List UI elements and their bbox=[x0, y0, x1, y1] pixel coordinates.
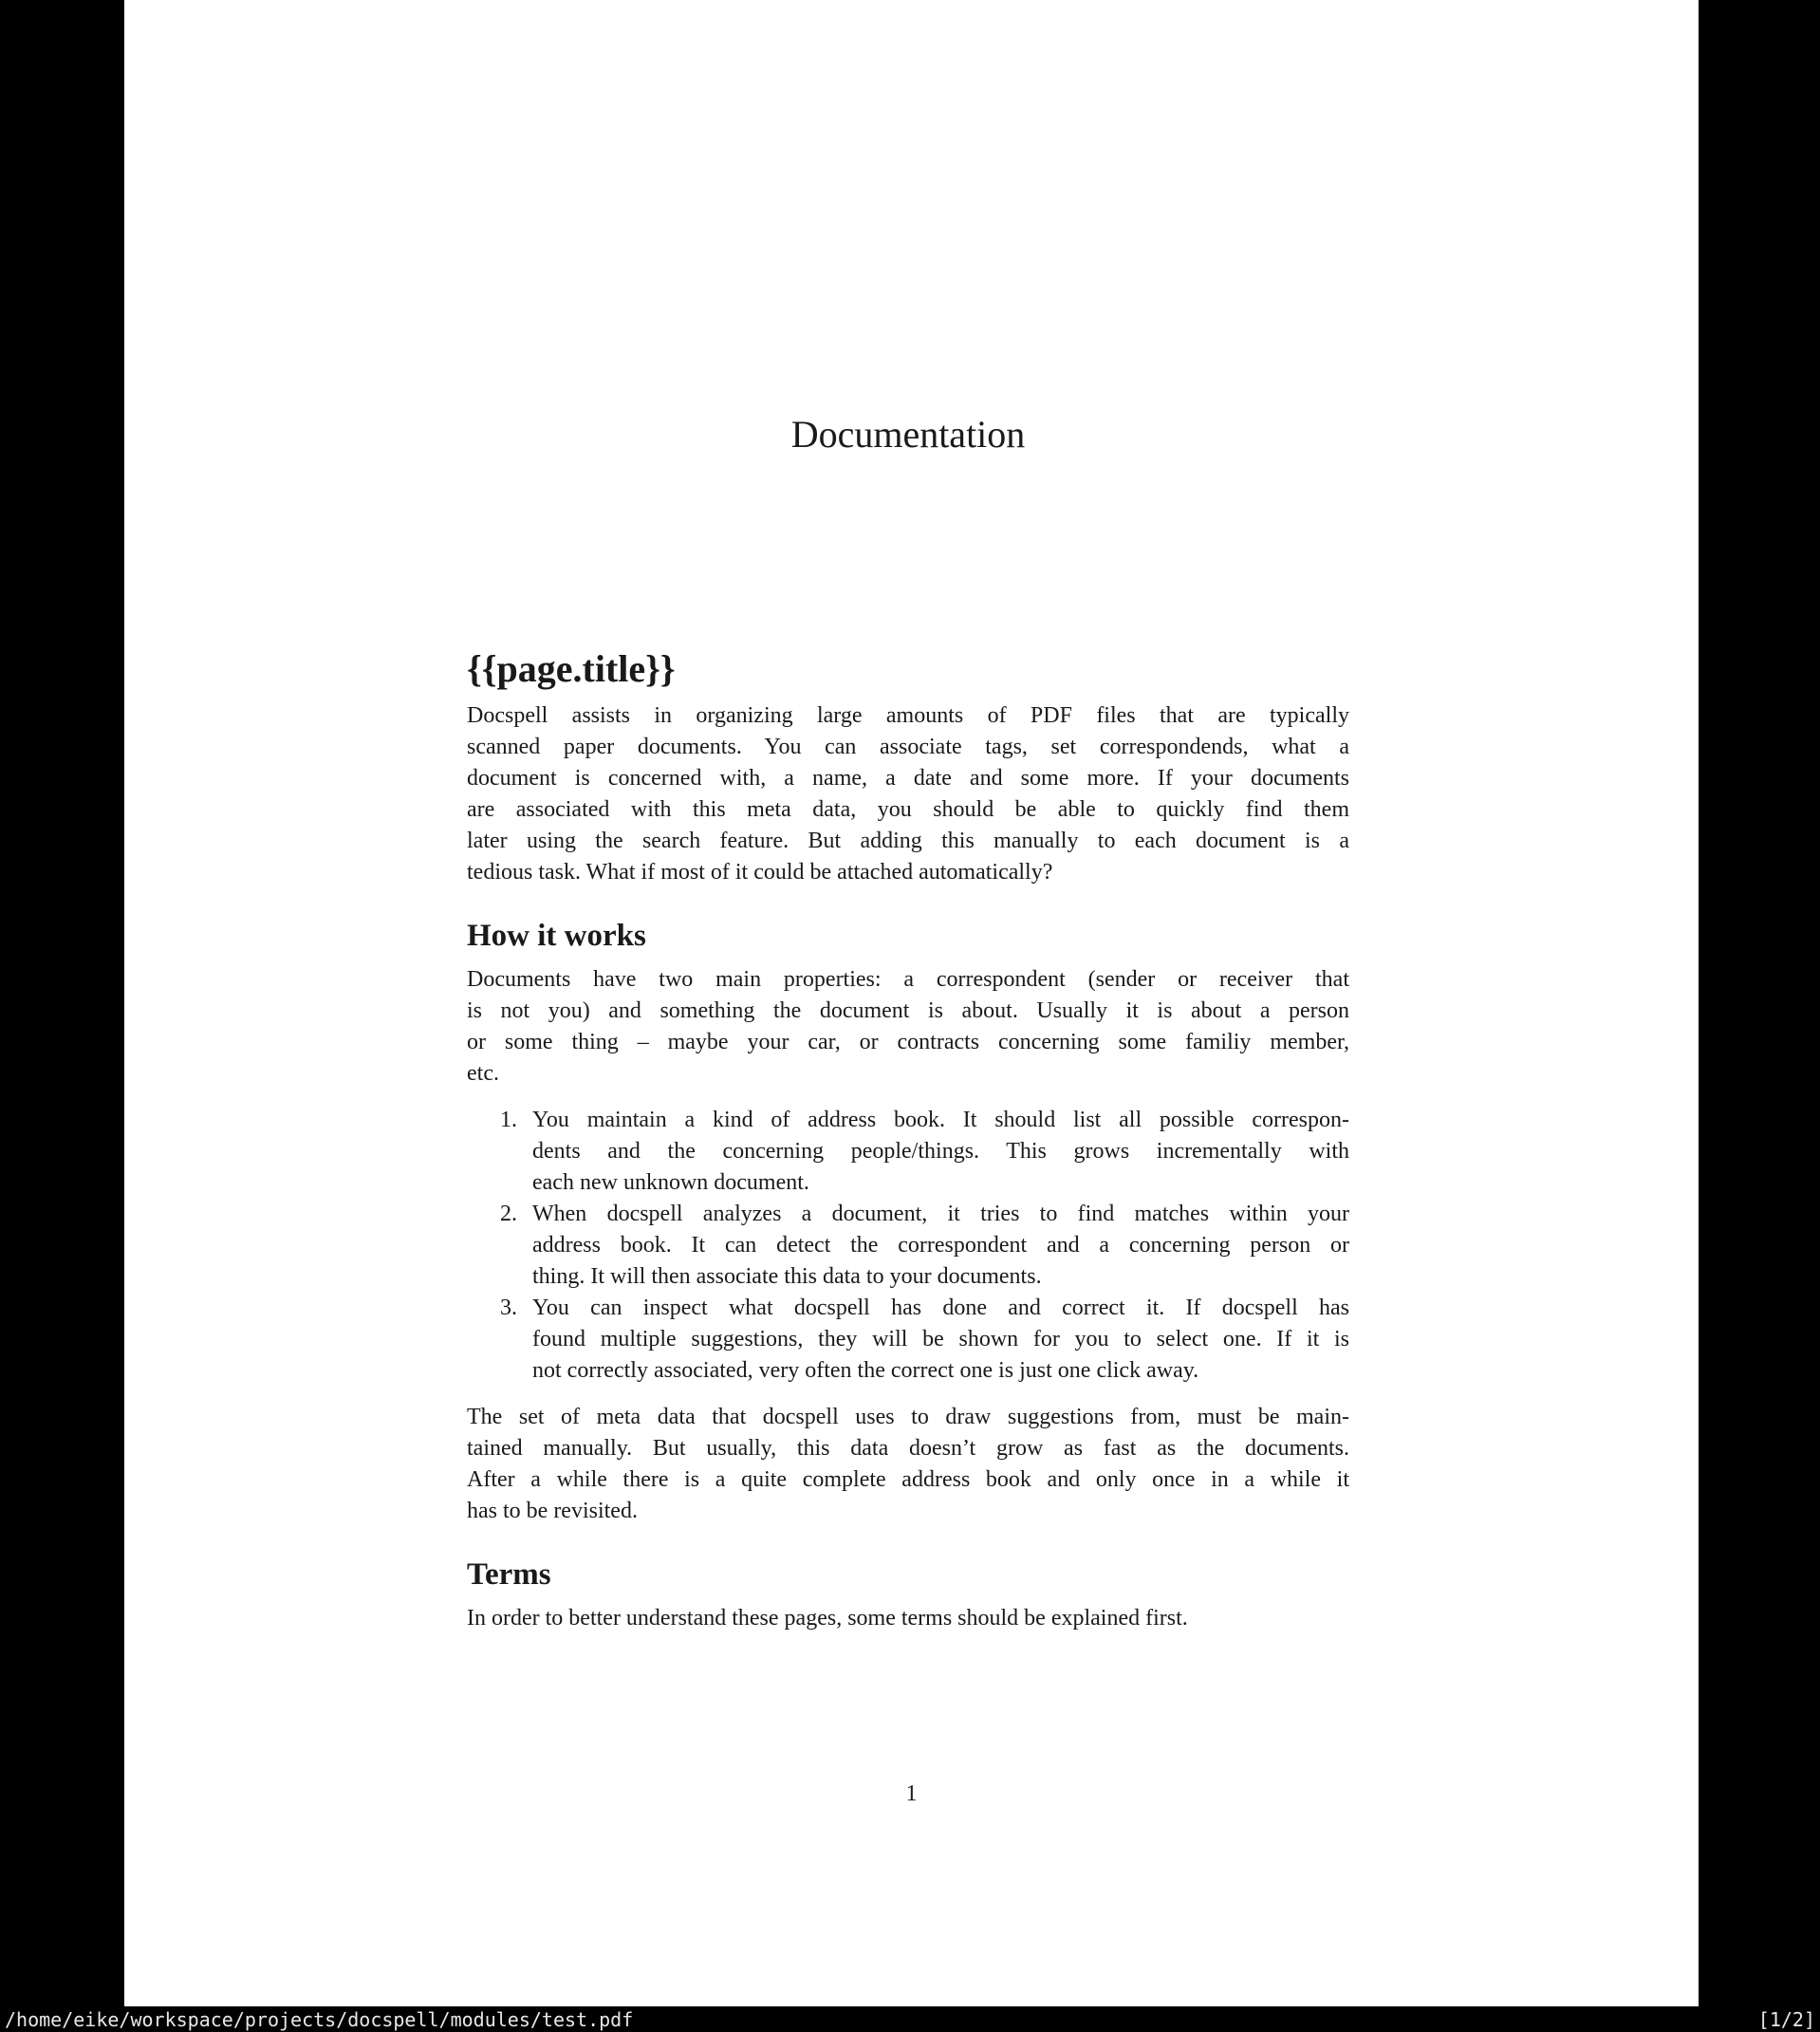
text-line: scanned paper documents. You can associate tags, set correspondends, what a bbox=[467, 735, 1349, 759]
text-line: address book. It can detect the correspondent and a concerning person or bbox=[532, 1233, 1349, 1258]
list-item bbox=[467, 1199, 1349, 1293]
list-item bbox=[467, 1105, 1349, 1199]
text-line: is not you) and something the document is about. Usually it is about a person bbox=[467, 998, 1349, 1023]
text-line: tedious task. What if most of it could be attached automatically? bbox=[467, 860, 1053, 885]
statusbar-file-path: /home/eike/workspace/projects/docspell/modules/test.pdf bbox=[5, 2007, 634, 2031]
paragraph bbox=[467, 964, 1349, 1090]
text-line: Docspell assists in organizing large amounts of PDF files that are typically bbox=[467, 703, 1349, 728]
paragraph bbox=[467, 700, 1349, 888]
list-item bbox=[467, 1293, 1349, 1387]
text-line: or some thing – maybe your car, or contracts concerning some familiy member, bbox=[467, 1030, 1349, 1054]
page-number: 1 bbox=[905, 1781, 918, 1806]
text-line: dents and the concerning people/things. This grows incrementally with bbox=[532, 1139, 1349, 1164]
paragraph bbox=[467, 1603, 1349, 1634]
text-line: has to be revisited. bbox=[467, 1499, 638, 1523]
text-line: In order to better understand these pages, some terms should be explained first. bbox=[467, 1606, 1188, 1631]
text-line: document is concerned with, a name, a date and some more. If your documents bbox=[467, 766, 1349, 791]
paragraph bbox=[467, 1402, 1349, 1527]
text-line: are associated with this meta data, you should be able to quickly find them bbox=[467, 797, 1349, 822]
text-line: You maintain a kind of address book. It should list all possible correspon- bbox=[532, 1108, 1349, 1132]
heading: How it works bbox=[467, 919, 646, 953]
text-line: tained manually. But usually, this data doesn’t grow as fast as the documents. bbox=[467, 1436, 1349, 1461]
text-line: When docspell analyzes a document, it tries to find matches within your bbox=[532, 1202, 1349, 1226]
list-item-body bbox=[532, 1199, 1349, 1293]
document-title: Documentation bbox=[790, 413, 1026, 456]
statusbar-page-indicator: [1/2] bbox=[1757, 2007, 1815, 2031]
text-line: thing. It will then associate this data to your documents. bbox=[532, 1264, 1042, 1289]
list-item-number: 3. bbox=[500, 1296, 517, 1320]
text-line: You can inspect what docspell has done and correct it. If docspell has bbox=[532, 1296, 1349, 1320]
pdf-page bbox=[124, 0, 1699, 2006]
text-line: The set of meta data that docspell uses to draw suggestions from, must be main- bbox=[467, 1405, 1349, 1429]
heading: {{page.title}} bbox=[467, 647, 676, 690]
list-item-body bbox=[532, 1105, 1349, 1199]
text-line: After a while there is a quite complete address book and only once in a while it bbox=[467, 1467, 1349, 1492]
text-line: each new unknown document. bbox=[532, 1170, 809, 1195]
statusbar bbox=[0, 2006, 1820, 2032]
list-item-body bbox=[532, 1293, 1349, 1387]
list-item-number: 2. bbox=[500, 1202, 517, 1226]
text-line: Documents have two main properties: a correspondent (sender or receiver that bbox=[467, 967, 1349, 992]
list-item-number: 1. bbox=[500, 1108, 517, 1132]
text-line: not correctly associated, very often the correct one is just one click away. bbox=[532, 1358, 1199, 1383]
page-content bbox=[467, 410, 1349, 1634]
text-line: found multiple suggestions, they will be shown for you to select one. If it is bbox=[532, 1327, 1349, 1352]
text-line: etc. bbox=[467, 1061, 499, 1086]
text-line: later using the search feature. But adding this manually to each document is a bbox=[467, 829, 1349, 853]
ordered-list bbox=[467, 1105, 1349, 1387]
heading: Terms bbox=[467, 1557, 551, 1592]
